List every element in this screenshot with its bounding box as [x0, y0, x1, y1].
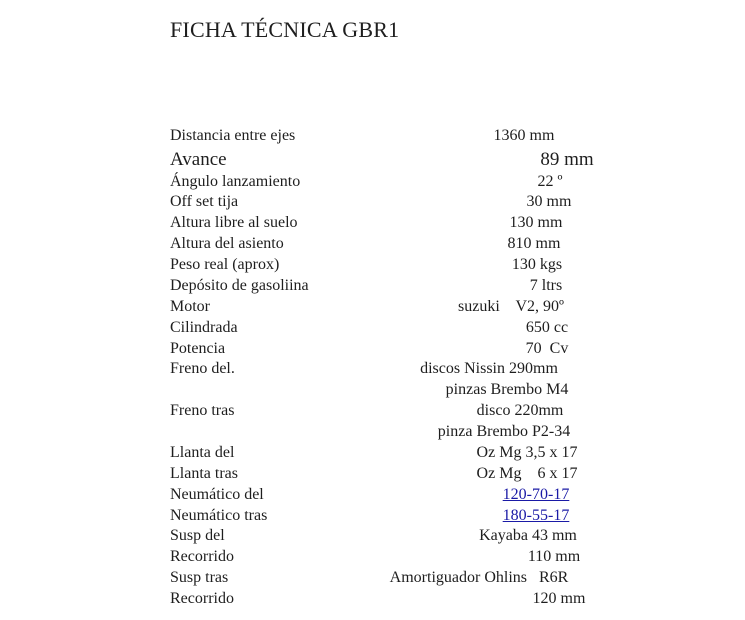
spec-label: Motor — [170, 298, 210, 315]
spec-label: Distancia entre ejes — [170, 127, 296, 144]
spec-value: 22 º — [537, 173, 563, 190]
spec-row-susp-del — [0, 525, 745, 546]
spec-label: Altura libre al suelo — [170, 214, 298, 231]
spec-value: 110 mm — [527, 548, 581, 565]
spec-value: pinzas Brembo M4 — [445, 381, 569, 398]
spec-row-deposito-gasolina — [0, 275, 745, 296]
spec-label: Susp tras — [170, 569, 229, 586]
spec-row-cilindrada — [0, 317, 745, 338]
spec-value: 7 ltrs — [529, 277, 563, 294]
spec-row-distancia-entre-ejes — [0, 125, 745, 146]
spec-value: discos Nissin 290mm — [420, 360, 558, 377]
spec-value: 810 mm — [507, 235, 561, 252]
tire-size-front-link[interactable]: 120-70-17 — [502, 486, 570, 503]
spec-row-llanta-del — [0, 442, 745, 463]
spec-row-off-set-tija — [0, 191, 745, 212]
spec-row-freno-del-pinzas — [0, 379, 745, 400]
spec-value: suzuki V2, 90º — [458, 298, 564, 315]
spec-value: Amortiguador Ohlins R6R — [389, 569, 569, 586]
spec-label: Peso real (aprox) — [170, 256, 280, 273]
spec-row-llanta-tras — [0, 463, 745, 484]
spec-label: Avance — [170, 149, 227, 170]
spec-label: Susp del — [170, 527, 225, 544]
spec-label: Cilindrada — [170, 319, 238, 336]
spec-label: Freno del. — [170, 360, 235, 377]
spec-value: Oz Mg 3,5 x 17 — [476, 444, 578, 461]
spec-row-altura-asiento — [0, 233, 745, 254]
spec-value: Kayaba 43 mm — [479, 527, 577, 544]
spec-row-freno-del — [0, 358, 745, 379]
spec-row-freno-tras — [0, 400, 745, 421]
spec-row-motor — [0, 296, 745, 317]
spec-row-altura-libre-suelo — [0, 212, 745, 233]
spec-row-angulo-lanzamiento — [0, 171, 745, 192]
spec-row-avance — [0, 147, 745, 172]
spec-label: Ángulo lanzamiento — [170, 173, 301, 190]
spec-label: Llanta del — [170, 444, 235, 461]
spec-label: Neumático tras — [170, 507, 268, 524]
spec-label: Llanta tras — [170, 465, 238, 482]
spec-label: Recorrido — [170, 548, 234, 565]
page-title: FICHA TÉCNICA GBR1 — [170, 17, 400, 42]
spec-value: disco 220mm — [476, 402, 564, 419]
spec-value: 130 kgs — [511, 256, 563, 273]
spec-row-freno-tras-pinza — [0, 421, 745, 442]
spec-label: Neumático del — [170, 486, 264, 503]
spec-label: Recorrido — [170, 590, 234, 607]
spec-value: 30 mm — [526, 193, 572, 210]
spec-row-recorrido-del — [0, 546, 745, 567]
spec-label: Potencia — [170, 340, 226, 357]
spec-value: 70 Cv — [525, 340, 569, 357]
spec-row-susp-tras — [0, 567, 745, 588]
spec-row-potencia — [0, 338, 745, 359]
spec-label: Altura del asiento — [170, 235, 284, 252]
spec-row-neumatico-tras — [0, 505, 745, 526]
spec-row-neumatico-del — [0, 484, 745, 505]
spec-label: Freno tras — [170, 402, 235, 419]
spec-value: 650 cc — [525, 319, 569, 336]
spec-value: Oz Mg 6 x 17 — [476, 465, 578, 482]
tire-size-rear-link[interactable]: 180-55-17 — [502, 507, 570, 524]
spec-value: 1360 mm — [493, 127, 555, 144]
spec-row-recorrido-tras — [0, 588, 745, 609]
spec-label: Off set tija — [170, 193, 239, 210]
spec-value: pinza Brembo P2-34 — [437, 423, 571, 440]
spec-row-peso-real — [0, 254, 745, 275]
spec-value: 89 mm — [540, 149, 594, 170]
spec-value: 130 mm — [509, 214, 563, 231]
spec-label: Depósito de gasoliina — [170, 277, 309, 294]
spec-value: 120 mm — [532, 590, 586, 607]
